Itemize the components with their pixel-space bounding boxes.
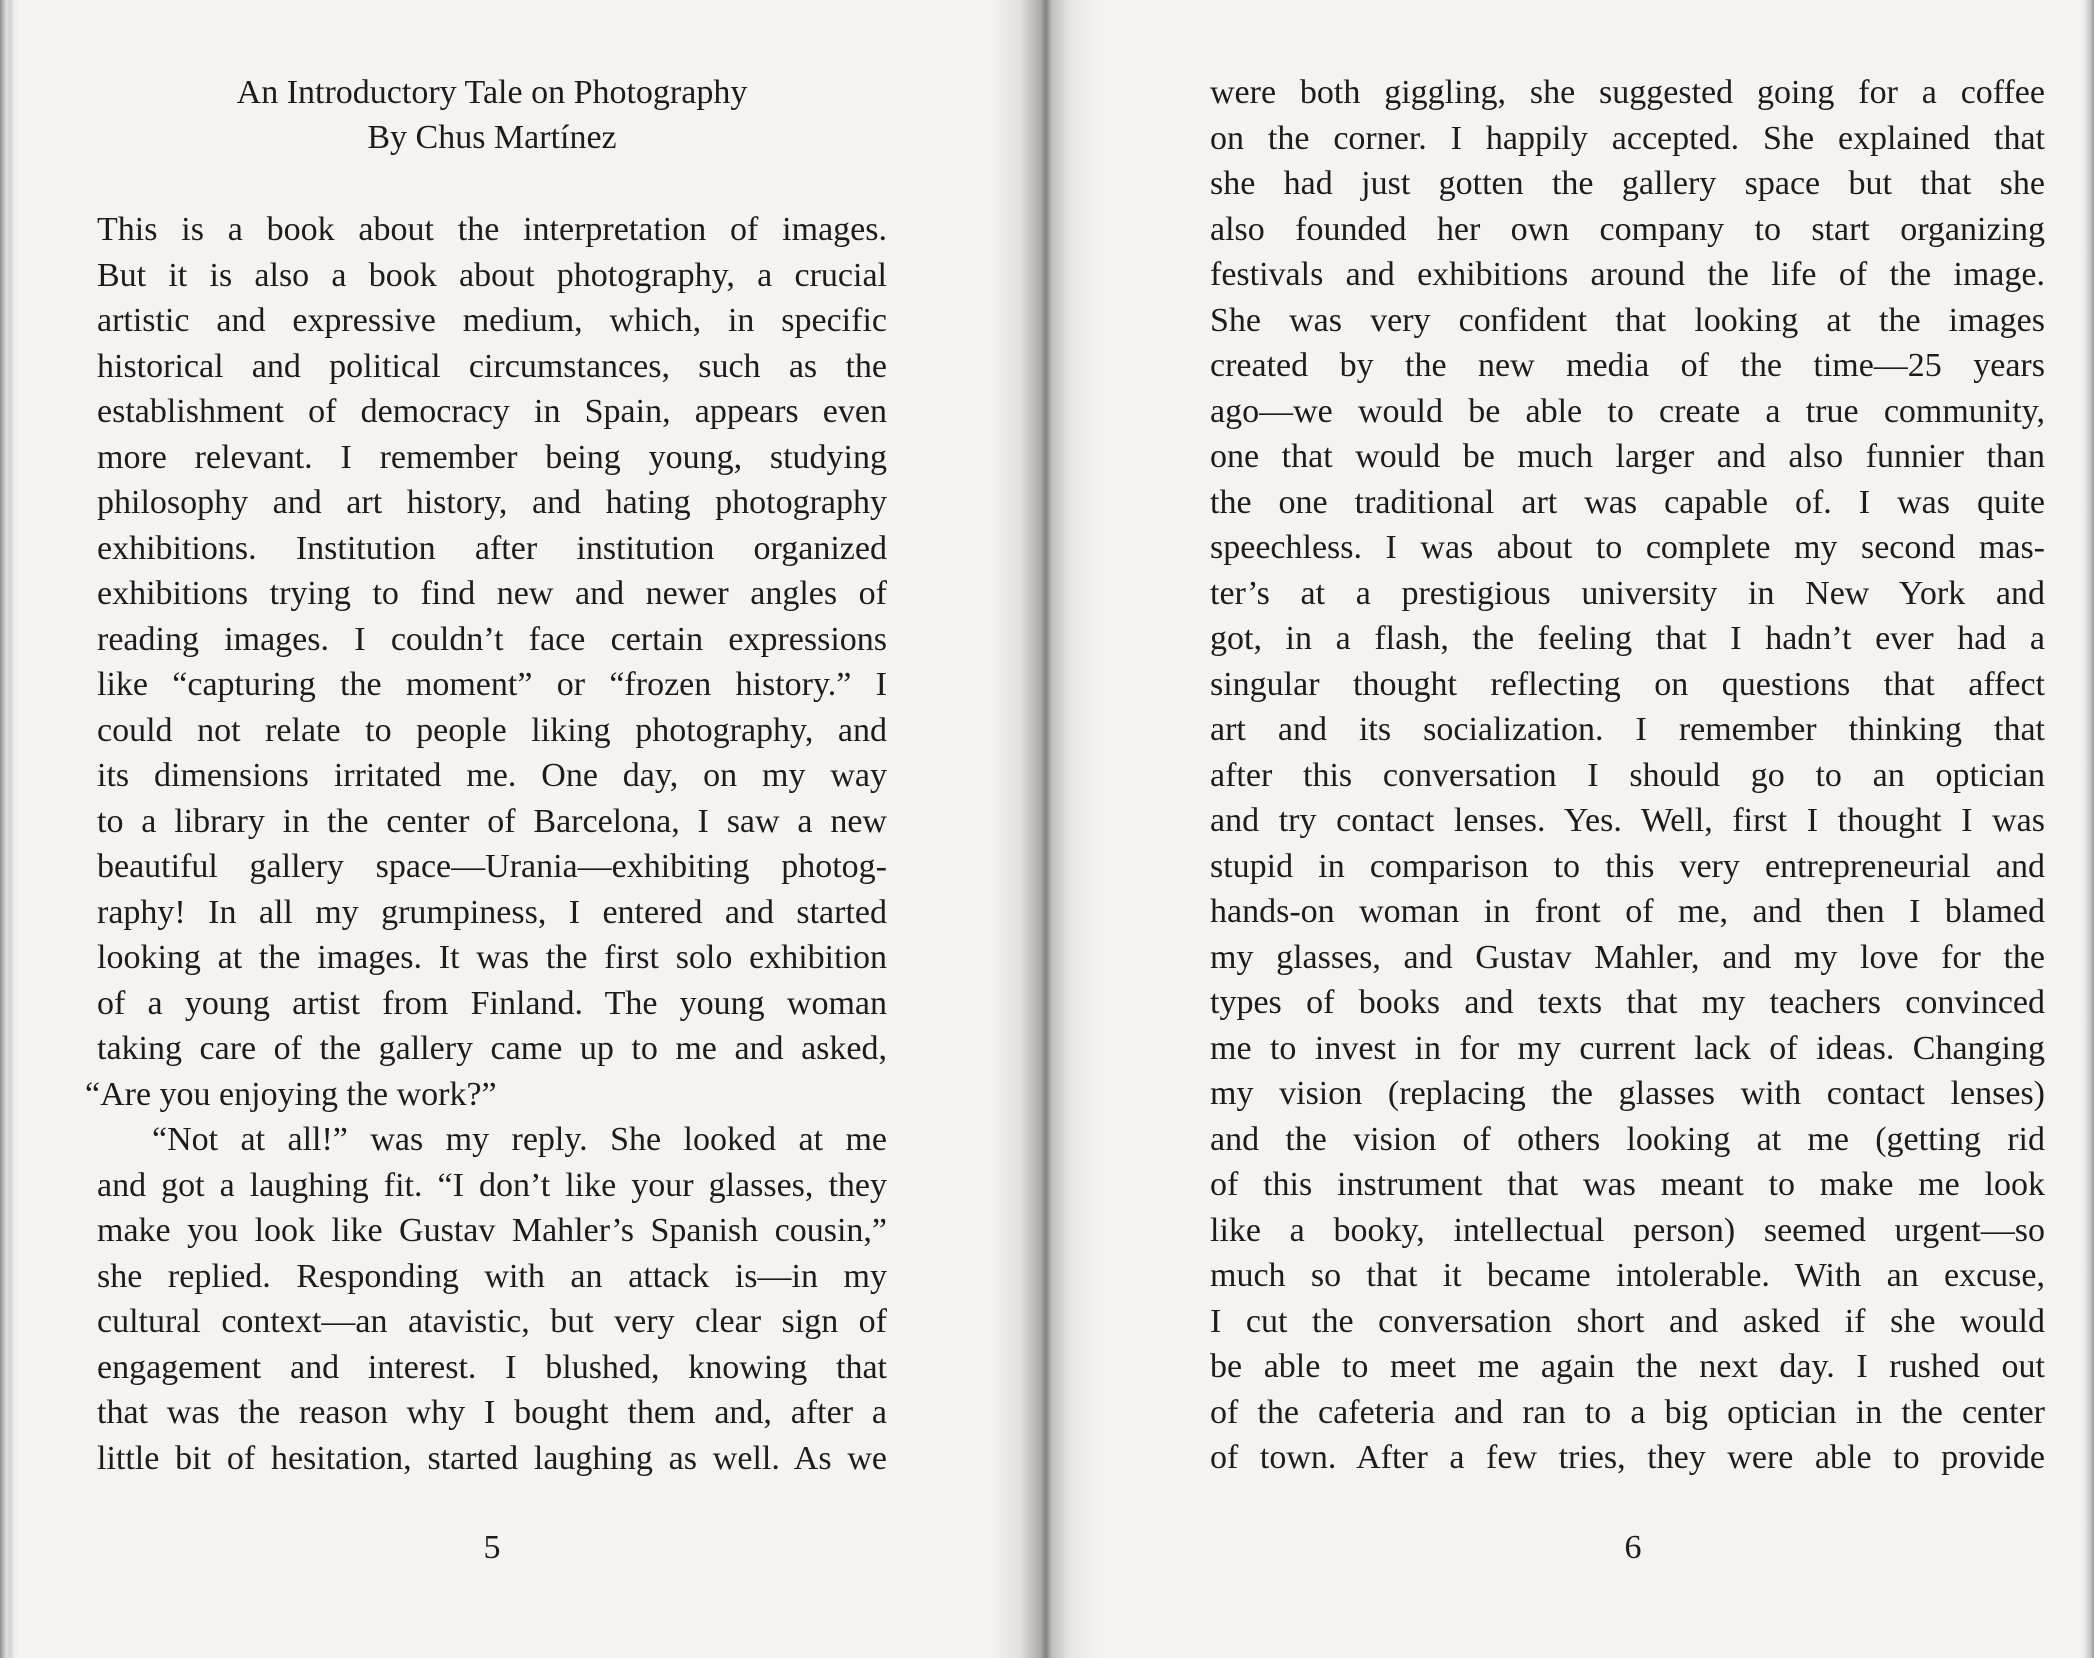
text-line: my vision (replacing the glasses with contact lenses) <box>1210 1075 2045 1112</box>
text-line: she had just gotten the gallery space but that she <box>1210 165 2045 202</box>
text-line: ago—we would be able to create a true community, <box>1210 392 2045 430</box>
text-line: my glasses, and Gustav Mahler, and my love for the <box>1210 938 2045 976</box>
text-line: and got a laughing fit. “I don’t like your glasses, they <box>97 1166 887 1204</box>
text-line: raphy! In all my grumpiness, I entered and started <box>97 893 887 931</box>
text-line: and try contact lenses. Yes. Well, first I thought I was <box>1210 802 2045 839</box>
text-line: got, in a flash, the feeling that I hadn’t ever had a <box>1210 620 2045 657</box>
text-line: after this conversation I should go to an optician <box>1210 756 2045 794</box>
text-line: could not relate to people liking photography, and <box>97 711 887 749</box>
chapter-heading <box>97 70 887 160</box>
text-line: “Not at all!” was my reply. She looked at me <box>152 1121 887 1158</box>
text-line: She was very confident that looking at the images <box>1210 301 2045 339</box>
text-line: singular thought reflecting on questions that affect <box>1210 665 2045 703</box>
text-line: little bit of hesitation, started laughing as well. As we <box>97 1439 887 1477</box>
text-line: me to invest in for my current lack of ideas. Changing <box>1210 1029 2045 1067</box>
text-line: historical and political circumstances, such as the <box>97 347 887 385</box>
text-line: “Are you enjoying the work?” <box>85 1075 497 1113</box>
text-line: of town. After a few tries, they were able to provide <box>1210 1439 2045 1476</box>
page-number: 6 <box>1624 1529 1642 1566</box>
text-line: philosophy and art history, and hating photography <box>97 484 887 521</box>
text-line: also founded her own company to start organizing <box>1210 210 2045 248</box>
text-line: like a booky, intellectual person) seemed urgent—so <box>1210 1211 2045 1249</box>
text-line: types of books and texts that my teachers convinced <box>1210 984 2045 1021</box>
text-line: stupid in comparison to this very entrepreneurial and <box>1210 847 2045 885</box>
text-line: art and its socialization. I remember thinking that <box>1210 711 2045 748</box>
left-page <box>0 0 1045 1658</box>
text-line: looking at the images. It was the first solo exhibition <box>97 939 887 976</box>
text-line: more relevant. I remember being young, studying <box>97 438 887 476</box>
text-line: taking care of the gallery came up to me and asked, <box>97 1030 887 1067</box>
text-line: on the corner. I happily accepted. She explained that <box>1210 119 2045 157</box>
text-line: its dimensions irritated me. One day, on my way <box>97 757 887 794</box>
text-line: one that would be much larger and also funnier than <box>1210 438 2045 475</box>
text-line: establishment of democracy in Spain, appears even <box>97 393 887 430</box>
text-line: created by the new media of the time—25 years <box>1210 347 2045 384</box>
text-line: and the vision of others looking at me (getting rid <box>1210 1120 2045 1158</box>
text-line: like “capturing the moment” or “frozen history.” I <box>97 666 887 703</box>
text-line: exhibitions. Institution after institution organized <box>97 529 887 567</box>
text-line: reading images. I couldn’t face certain expressions <box>97 620 887 658</box>
right-page <box>1045 0 2094 1658</box>
right-page-body-text <box>1210 70 2045 1481</box>
text-line: speechless. I was about to complete my second mas- <box>1210 529 2045 566</box>
text-line: of a young artist from Finland. The young woman <box>97 984 887 1022</box>
text-line: of the cafeteria and ran to a big optician in the center <box>1210 1393 2045 1431</box>
text-line: to a library in the center of Barcelona, I saw a new <box>97 802 887 840</box>
chapter-author: By Chus Martínez <box>367 119 617 156</box>
text-line: of this instrument that was meant to make me look <box>1210 1166 2045 1203</box>
text-line: ter’s at a prestigious university in New York and <box>1210 574 2045 612</box>
text-line: engagement and interest. I blushed, knowing that <box>97 1348 887 1386</box>
text-line: festivals and exhibitions around the life of the image. <box>1210 256 2045 293</box>
text-line: the one traditional art was capable of. I was quite <box>1210 483 2045 521</box>
text-line: were both giggling, she suggested going for a coffee <box>1210 74 2045 111</box>
chapter-title: An Introductory Tale on Photography <box>236 74 748 111</box>
page-number: 5 <box>483 1529 501 1566</box>
text-line: This is a book about the interpretation of images. <box>97 211 887 248</box>
text-line: artistic and expressive medium, which, in specific <box>97 302 887 339</box>
text-line: much so that it became intolerable. With an excuse, <box>1210 1257 2045 1294</box>
text-line: But it is also a book about photography, a crucial <box>97 256 887 294</box>
text-line: cultural context—an atavistic, but very clear sign of <box>97 1303 887 1340</box>
text-line: I cut the conversation short and asked if she would <box>1210 1302 2045 1340</box>
text-line: be able to meet me again the next day. I rushed out <box>1210 1348 2045 1385</box>
text-line: exhibitions trying to find new and newer angles of <box>97 575 887 612</box>
text-line: beautiful gallery space—Urania—exhibiting photog- <box>97 848 887 885</box>
text-line: make you look like Gustav Mahler’s Spanish cousin,” <box>97 1212 887 1249</box>
text-line: hands-on woman in front of me, and then I blamed <box>1210 893 2045 930</box>
text-line: that was the reason why I bought them and, after a <box>97 1394 887 1431</box>
book-gutter-shadow <box>990 0 1100 1658</box>
left-page-body-text <box>85 207 887 1481</box>
text-line: she replied. Responding with an attack is—in my <box>97 1257 887 1295</box>
